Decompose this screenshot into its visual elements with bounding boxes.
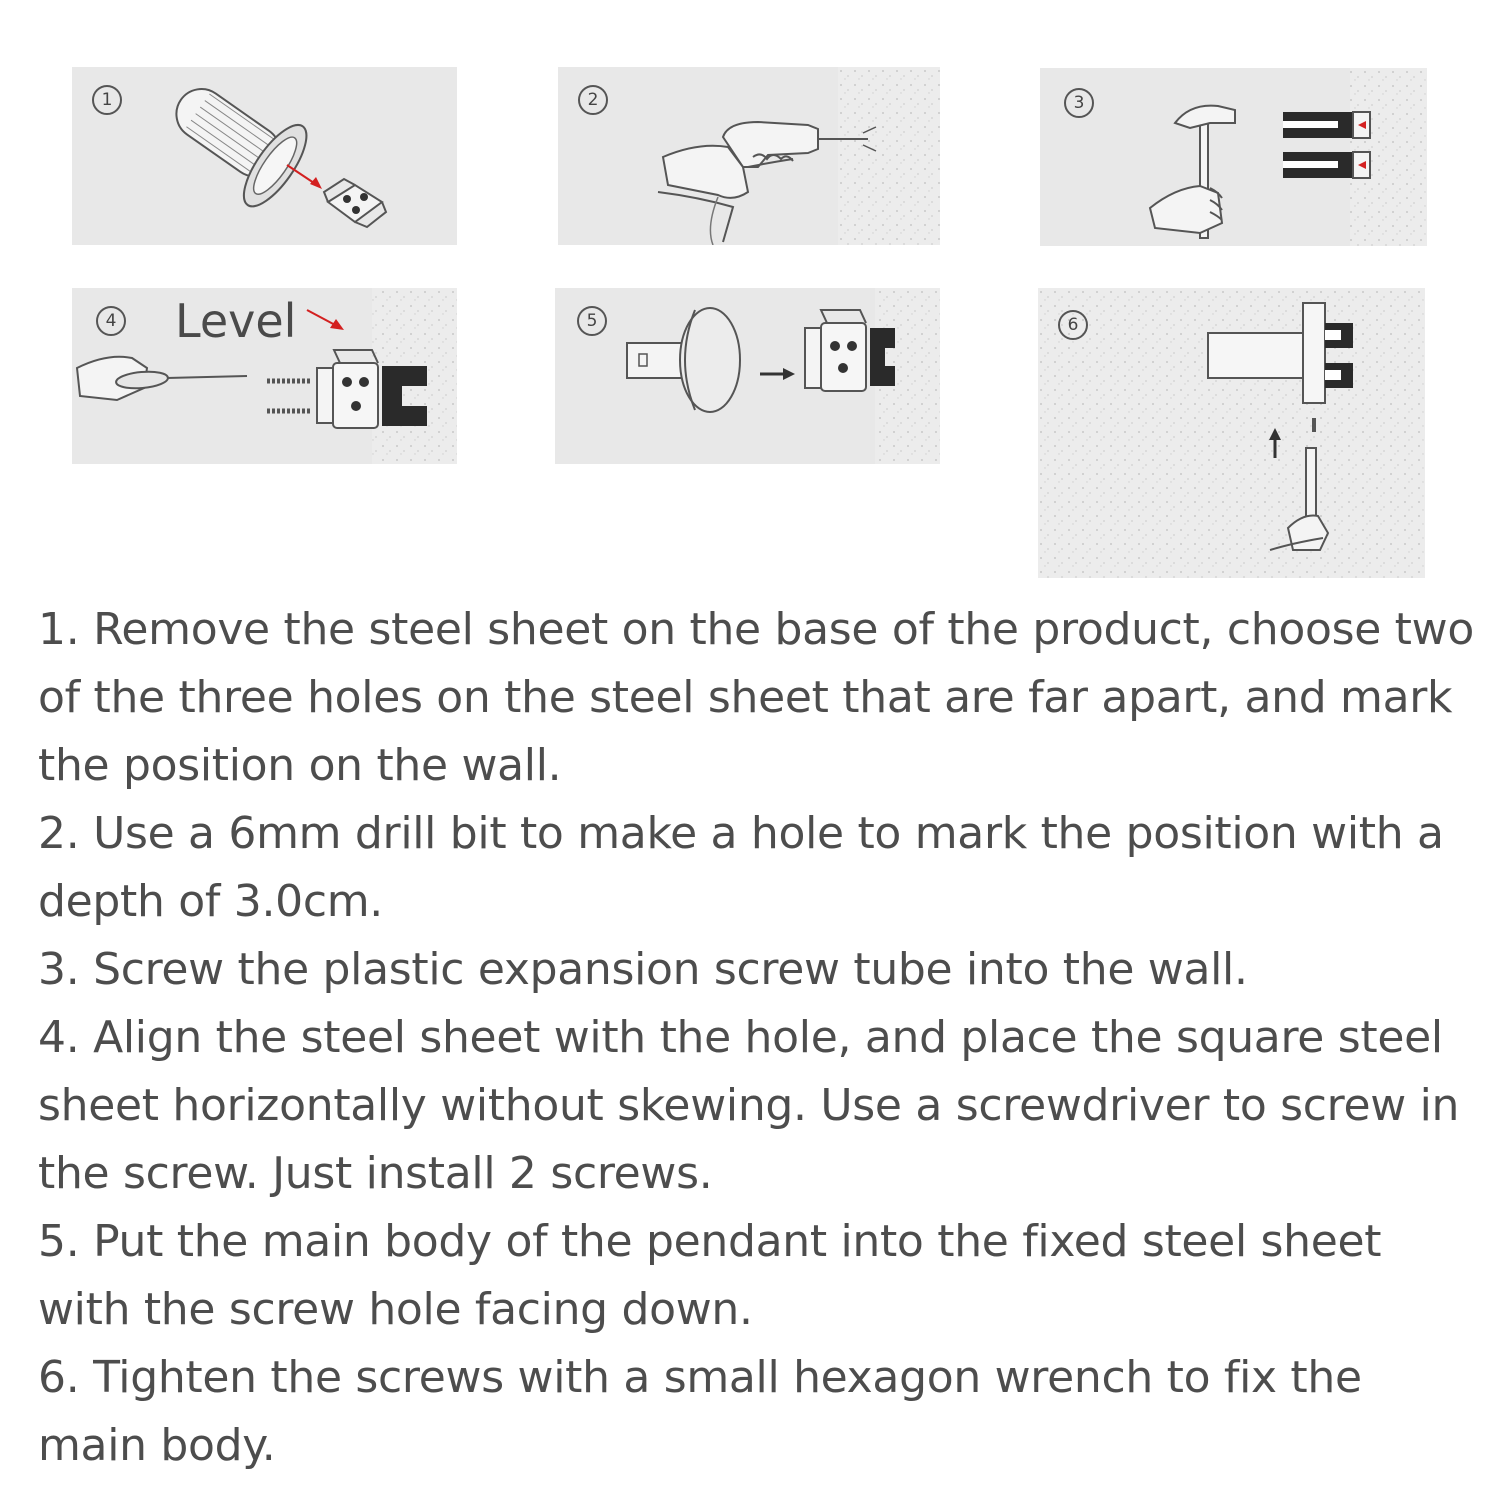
step-2-illustration [558,67,940,245]
drill-icon [558,67,940,245]
step-6-illustration [1038,288,1425,578]
step-number: 1 [92,85,122,115]
step-3-illustration [1040,68,1427,246]
pendant-body-icon [555,288,940,464]
step-1-illustration [72,67,457,245]
step-number: 4 [96,306,126,336]
step-4-illustration [72,288,457,464]
step-number: 2 [578,85,608,115]
step-5-illustration [555,288,940,464]
instruction-step-3: 3. Screw the plastic expansion screw tube into the wall. [38,944,1248,995]
step-number: 6 [1058,310,1088,340]
instruction-step-1: 1. Remove the steel sheet on the base of the product, choose two of the three holes on the steel sheet that are far apart, and mark the position on the wall. [38,604,1474,791]
instruction-list [38,596,1478,1480]
hex-wrench-icon [1038,288,1425,578]
step-number: 5 [577,306,607,336]
instruction-step-6: 6. Tighten the screws with a small hexagon wrench to fix the main body. [38,1352,1362,1471]
instruction-step-5: 5. Put the main body of the pendant into the fixed steel sheet with the screw hole facing down. [38,1216,1382,1335]
step-number: 3 [1064,88,1094,118]
instruction-step-4: 4. Align the steel sheet with the hole, and place the square steel sheet horizontally without skewing. Use a screwdriver to screw in the screw. Just install 2 screws. [38,1012,1460,1199]
instruction-step-2: 2. Use a 6mm drill bit to make a hole to mark the position with a depth of 3.0cm. [38,808,1444,927]
level-label: Level [175,294,297,348]
fixture-base-icon [72,67,457,245]
hammer-icon [1040,68,1427,246]
